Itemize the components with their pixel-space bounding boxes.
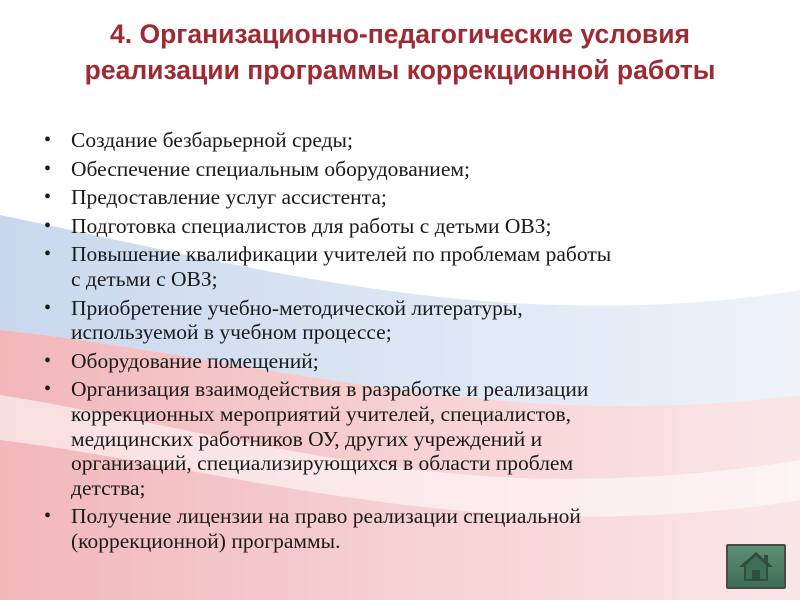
list-item — [44, 214, 734, 239]
list-item — [44, 157, 734, 182]
list-item-text: Оборудование помещений; — [71, 348, 319, 373]
list-item — [44, 185, 734, 210]
conditions-list — [44, 128, 734, 558]
list-item-text: Приобретение учебно-методической литературы, — [71, 295, 523, 320]
list-item — [44, 349, 734, 374]
list-item — [44, 242, 734, 291]
list-item-text: Создание безбарьерной среды; — [71, 128, 353, 152]
bullet-icon: • — [44, 349, 52, 372]
bullet-icon: • — [44, 157, 52, 180]
list-item — [44, 128, 734, 153]
list-item — [44, 504, 734, 553]
bullet-icon: • — [44, 243, 52, 266]
home-button[interactable] — [726, 544, 786, 589]
bullet-icon: • — [44, 186, 52, 209]
list-item-text: Организация взаимодействия в разработке и реализации — [71, 377, 589, 402]
bullet-icon: • — [44, 129, 52, 151]
list-item — [44, 296, 734, 345]
title-line-2: реализации программы коррекционной работы — [84, 55, 716, 85]
bullet-icon: • — [44, 378, 52, 401]
list-item-text: Предоставление услуг ассистента; — [71, 185, 387, 210]
list-item-text: (коррекционной) программы. — [71, 528, 341, 553]
slide-title — [30, 16, 770, 88]
list-item-text: используемой в учебном процессе; — [71, 320, 392, 345]
home-icon — [728, 546, 784, 587]
list-item — [44, 377, 734, 500]
list-item-text: Получение лицензии на право реализации специальной — [71, 504, 581, 529]
list-item-text: детства; — [71, 475, 146, 500]
bullet-icon: • — [44, 296, 52, 319]
list-item-text: с детьми с ОВЗ; — [71, 266, 218, 291]
list-item-text: Обеспечение специальным оборудованием; — [71, 156, 470, 181]
list-item-text: медицинских работников ОУ, других учреждений и — [71, 426, 543, 451]
list-item-text: Повышение квалификации учителей по проблемам работы — [71, 242, 612, 267]
bullet-icon: • — [44, 505, 52, 528]
title-line-1: 4. Организационно-педагогические условия — [110, 19, 690, 49]
list-item-text: Подготовка специалистов для работы с детьми ОВЗ; — [71, 213, 552, 238]
list-item-text: коррекционных мероприятий учителей, специалистов, — [71, 401, 572, 426]
bullet-icon: • — [44, 214, 52, 237]
list-item-text: организаций, специализирующихся в области проблем — [71, 451, 574, 476]
